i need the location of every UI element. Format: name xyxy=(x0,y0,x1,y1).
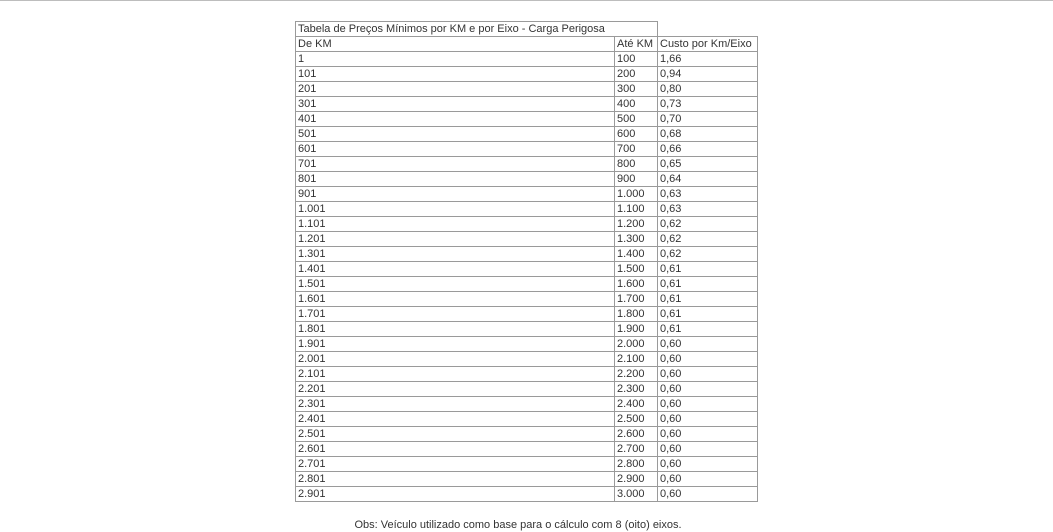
cell-custo-km-eixo: 0,60 xyxy=(658,337,758,352)
table-row xyxy=(296,337,758,352)
cell-custo-km-eixo: 0,65 xyxy=(658,157,758,172)
cell-ate-km: 500 xyxy=(615,112,658,127)
table-row xyxy=(296,397,758,412)
table-row xyxy=(296,187,758,202)
cell-ate-km: 100 xyxy=(615,52,658,67)
cell-de-km: 1.201 xyxy=(296,232,615,247)
cell-de-km: 1.401 xyxy=(296,262,615,277)
cell-ate-km: 2.600 xyxy=(615,427,658,442)
cell-de-km: 801 xyxy=(296,172,615,187)
cell-custo-km-eixo: 0,62 xyxy=(658,247,758,262)
cell-ate-km: 2.200 xyxy=(615,367,658,382)
cell-de-km: 2.901 xyxy=(296,487,615,502)
cell-custo-km-eixo: 0,60 xyxy=(658,352,758,367)
cell-ate-km: 1.200 xyxy=(615,217,658,232)
cell-ate-km: 200 xyxy=(615,67,658,82)
cell-custo-km-eixo: 0,60 xyxy=(658,487,758,502)
cell-custo-km-eixo: 0,60 xyxy=(658,412,758,427)
cell-de-km: 101 xyxy=(296,67,615,82)
table-row xyxy=(296,352,758,367)
cell-custo-km-eixo: 0,62 xyxy=(658,232,758,247)
cell-de-km: 601 xyxy=(296,142,615,157)
cell-de-km: 301 xyxy=(296,97,615,112)
table-row xyxy=(296,112,758,127)
table-row xyxy=(296,232,758,247)
cell-ate-km: 300 xyxy=(615,82,658,97)
cell-custo-km-eixo: 0,64 xyxy=(658,172,758,187)
cell-ate-km: 2.300 xyxy=(615,382,658,397)
cell-custo-km-eixo: 0,60 xyxy=(658,427,758,442)
table-row xyxy=(296,442,758,457)
cell-ate-km: 2.900 xyxy=(615,472,658,487)
cell-custo-km-eixo: 0,80 xyxy=(658,82,758,97)
cell-ate-km: 1.900 xyxy=(615,322,658,337)
table-row xyxy=(296,457,758,472)
cell-custo-km-eixo: 0,68 xyxy=(658,127,758,142)
cell-custo-km-eixo: 0,60 xyxy=(658,397,758,412)
table-row xyxy=(296,52,758,67)
table-caption-row xyxy=(296,22,758,37)
cell-custo-km-eixo: 0,61 xyxy=(658,322,758,337)
cell-de-km: 1.001 xyxy=(296,202,615,217)
cell-custo-km-eixo: 0,70 xyxy=(658,112,758,127)
cell-ate-km: 3.000 xyxy=(615,487,658,502)
table-row xyxy=(296,322,758,337)
cell-de-km: 701 xyxy=(296,157,615,172)
cell-ate-km: 1.600 xyxy=(615,277,658,292)
cell-custo-km-eixo: 1,66 xyxy=(658,52,758,67)
cell-de-km: 1.801 xyxy=(296,322,615,337)
cell-ate-km: 2.800 xyxy=(615,457,658,472)
cell-ate-km: 1.700 xyxy=(615,292,658,307)
cell-ate-km: 900 xyxy=(615,172,658,187)
table-row xyxy=(296,472,758,487)
table-caption-blank xyxy=(658,22,758,37)
cell-de-km: 2.501 xyxy=(296,427,615,442)
cell-ate-km: 1.400 xyxy=(615,247,658,262)
table-row xyxy=(296,97,758,112)
table-row xyxy=(296,82,758,97)
cell-ate-km: 800 xyxy=(615,157,658,172)
cell-custo-km-eixo: 0,61 xyxy=(658,262,758,277)
table-row xyxy=(296,277,758,292)
table-row xyxy=(296,412,758,427)
cell-custo-km-eixo: 0,94 xyxy=(658,67,758,82)
cell-de-km: 1.301 xyxy=(296,247,615,262)
price-table-body xyxy=(296,22,758,502)
table-row xyxy=(296,487,758,502)
cell-de-km: 2.701 xyxy=(296,457,615,472)
cell-ate-km: 2.500 xyxy=(615,412,658,427)
table-row xyxy=(296,382,758,397)
table-header-row xyxy=(296,37,758,52)
table-row xyxy=(296,142,758,157)
cell-de-km: 2.301 xyxy=(296,397,615,412)
header-custo-km-eixo: Custo por Km/Eixo xyxy=(658,37,758,52)
cell-de-km: 2.801 xyxy=(296,472,615,487)
cell-ate-km: 1.000 xyxy=(615,187,658,202)
cell-ate-km: 700 xyxy=(615,142,658,157)
table-row xyxy=(296,367,758,382)
table-row xyxy=(296,292,758,307)
cell-custo-km-eixo: 0,60 xyxy=(658,382,758,397)
cell-de-km: 501 xyxy=(296,127,615,142)
table-row xyxy=(296,67,758,82)
cell-custo-km-eixo: 0,63 xyxy=(658,187,758,202)
cell-de-km: 2.401 xyxy=(296,412,615,427)
cell-ate-km: 2.100 xyxy=(615,352,658,367)
cell-custo-km-eixo: 0,60 xyxy=(658,472,758,487)
top-divider xyxy=(0,0,1053,1)
table-row xyxy=(296,427,758,442)
cell-ate-km: 2.400 xyxy=(615,397,658,412)
cell-de-km: 1.501 xyxy=(296,277,615,292)
price-table xyxy=(295,21,758,502)
table-row xyxy=(296,262,758,277)
cell-custo-km-eixo: 0,63 xyxy=(658,202,758,217)
header-de-km: De KM xyxy=(296,37,615,52)
cell-custo-km-eixo: 0,73 xyxy=(658,97,758,112)
cell-de-km: 1.601 xyxy=(296,292,615,307)
cell-de-km: 901 xyxy=(296,187,615,202)
cell-ate-km: 1.100 xyxy=(615,202,658,217)
cell-de-km: 2.101 xyxy=(296,367,615,382)
cell-de-km: 1.101 xyxy=(296,217,615,232)
cell-ate-km: 2.700 xyxy=(615,442,658,457)
table-row xyxy=(296,127,758,142)
cell-custo-km-eixo: 0,60 xyxy=(658,442,758,457)
cell-ate-km: 2.000 xyxy=(615,337,658,352)
cell-de-km: 1 xyxy=(296,52,615,67)
header-ate-km: Até KM xyxy=(615,37,658,52)
cell-custo-km-eixo: 0,62 xyxy=(658,217,758,232)
table-row xyxy=(296,217,758,232)
table-row xyxy=(296,247,758,262)
cell-custo-km-eixo: 0,66 xyxy=(658,142,758,157)
cell-de-km: 2.001 xyxy=(296,352,615,367)
cell-de-km: 401 xyxy=(296,112,615,127)
cell-ate-km: 1.800 xyxy=(615,307,658,322)
cell-custo-km-eixo: 0,61 xyxy=(658,292,758,307)
cell-de-km: 2.601 xyxy=(296,442,615,457)
cell-de-km: 1.901 xyxy=(296,337,615,352)
table-row xyxy=(296,202,758,217)
cell-de-km: 2.201 xyxy=(296,382,615,397)
cell-de-km: 201 xyxy=(296,82,615,97)
table-row xyxy=(296,172,758,187)
cell-custo-km-eixo: 0,61 xyxy=(658,307,758,322)
cell-custo-km-eixo: 0,61 xyxy=(658,277,758,292)
table-row xyxy=(296,307,758,322)
cell-ate-km: 600 xyxy=(615,127,658,142)
table-row xyxy=(296,157,758,172)
cell-ate-km: 1.300 xyxy=(615,232,658,247)
cell-ate-km: 1.500 xyxy=(615,262,658,277)
observation-note: Obs: Veículo utilizado como base para o cálculo com 8 (oito) eixos. xyxy=(354,519,682,531)
table-caption: Tabela de Preços Mínimos por KM e por Eixo - Carga Perigosa xyxy=(296,22,658,37)
cell-ate-km: 400 xyxy=(615,97,658,112)
cell-de-km: 1.701 xyxy=(296,307,615,322)
cell-custo-km-eixo: 0,60 xyxy=(658,457,758,472)
cell-custo-km-eixo: 0,60 xyxy=(658,367,758,382)
